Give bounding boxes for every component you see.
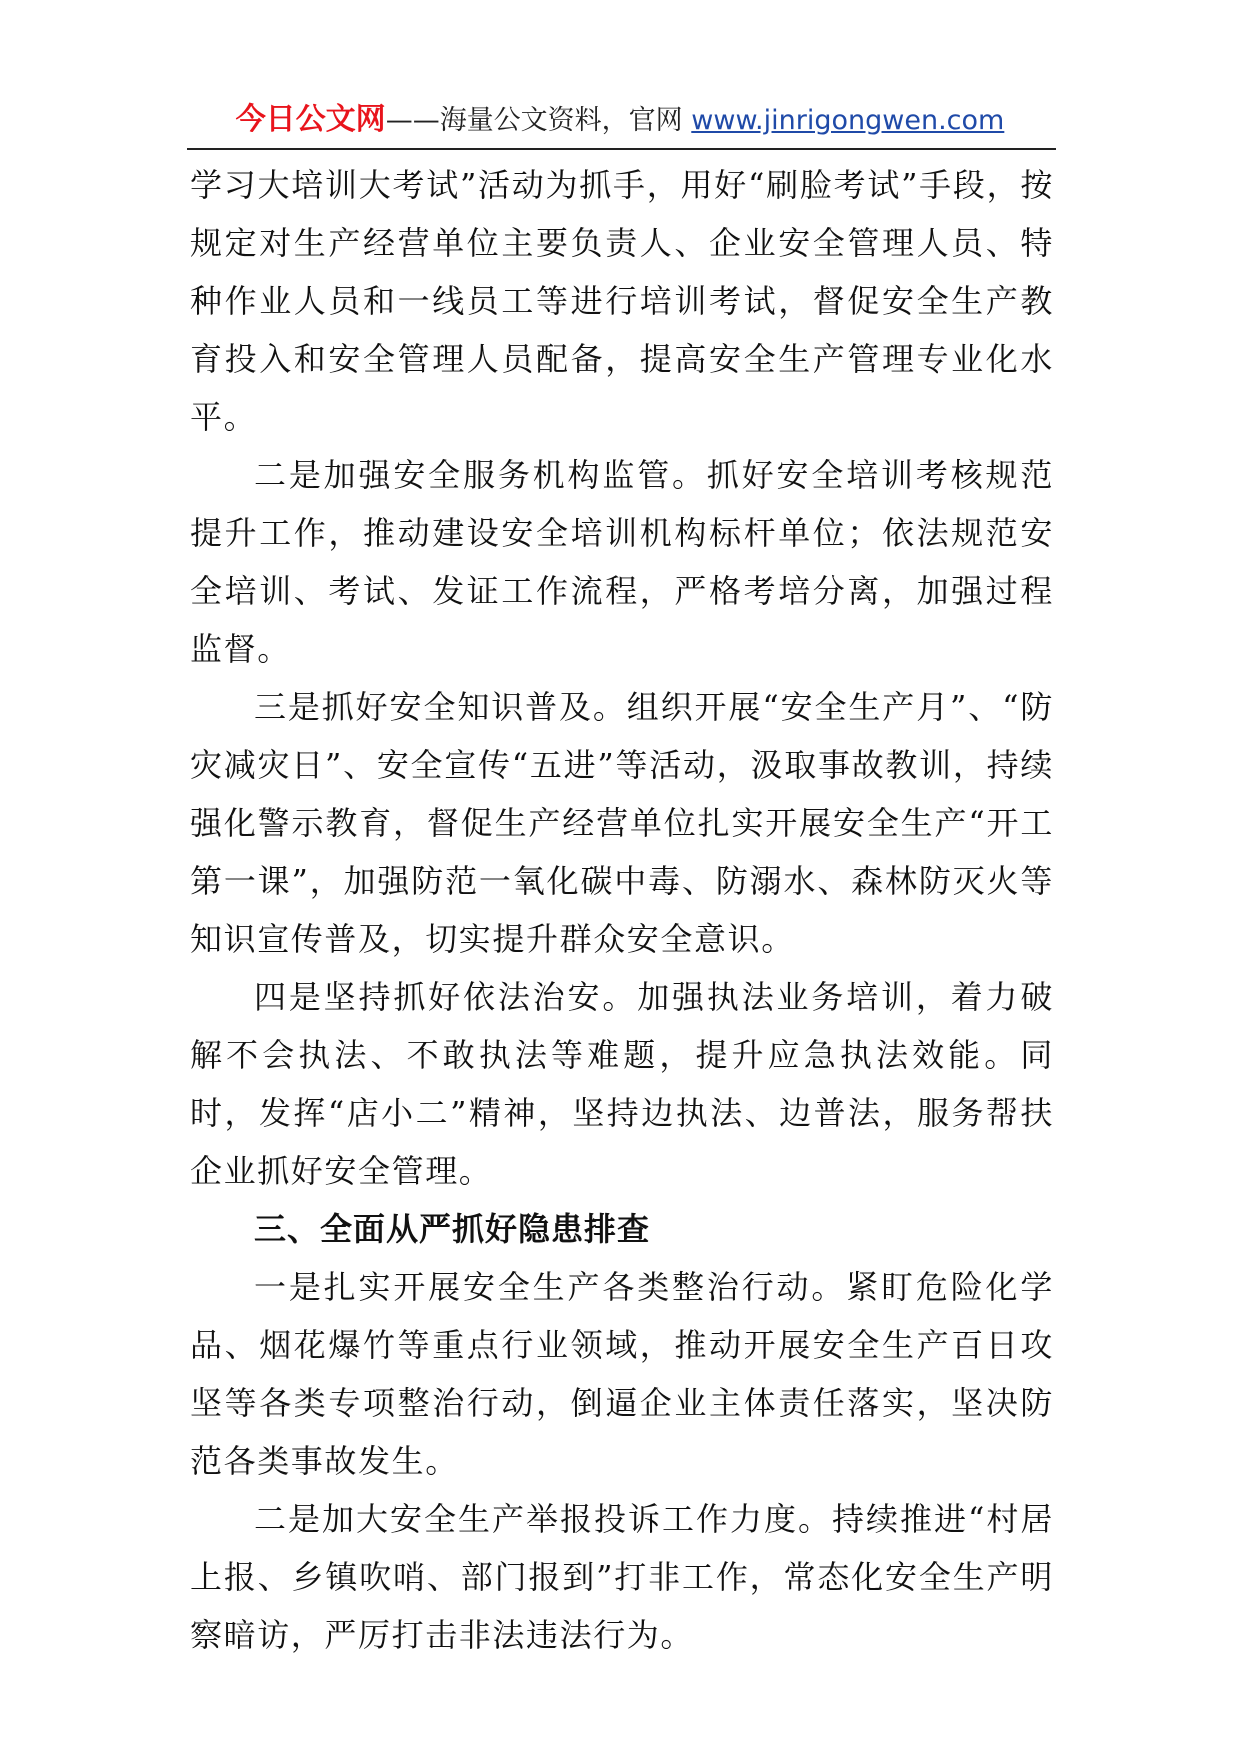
header-tagline: 海量公文资料，官网	[439, 105, 692, 136]
paragraph-rectification-actions: 一是扎实开展安全生产各类整治行动。紧盯危险化学品、烟花爆竹等重点行业领域，推动开展安全生产百日攻坚等各类专项整治行动，倒逼企业主体责任落实，坚决防范各类事故发生。	[190, 1268, 1054, 1480]
site-brand: 今日公文网	[235, 102, 386, 137]
paragraph-reporting-complaints: 二是加大安全生产举报投诉工作力度。持续推进“村居上报、乡镇吹哨、部门报到”打非工作，常态化安全生产明察暗访，严厉打击非法违法行为。	[190, 1500, 1054, 1654]
site-url-link[interactable]: www.jinrigongwen.com	[691, 105, 1005, 136]
page-header	[0, 100, 1240, 141]
paragraph-continuation: 学习大培训大考试”活动为抓手，用好“刷脸考试”手段，按规定对生产经营单位主要负责人、企业安全管理人员、特种作业人员和一线员工等进行培训考试，督促安全生产教育投入和安全管理人员配备，提高安全生产管理专业化水平。	[190, 166, 1054, 436]
document-body	[190, 156, 1054, 1664]
section-heading-hazard-inspection: 三、全面从严抓好隐患排查	[254, 1210, 651, 1248]
paragraph-law-enforcement: 四是坚持抓好依法治安。加强执法业务培训，着力破解不会执法、不敢执法等难题，提升应急执法效能。同时，发挥“店小二”精神，坚持边执法、边普法，服务帮扶企业抓好安全管理。	[190, 978, 1054, 1190]
paragraph-knowledge-popularization: 三是抓好安全知识普及。组织开展“安全生产月”、“防灾减灾日”、安全宣传“五进”等活动，汲取事故教训，持续强化警示教育，督促生产经营单位扎实开展安全生产“开工第一课”，加强防范一氧化碳中毒、防溺水、森林防灭火等知识宣传普及，切实提升群众安全意识。	[190, 688, 1054, 958]
header-divider	[187, 148, 1056, 150]
header-separator: ——	[385, 105, 440, 136]
paragraph-service-supervision: 二是加强安全服务机构监管。抓好安全培训考核规范提升工作，推动建设安全培训机构标杆单位；依法规范安全培训、考试、发证工作流程，严格考培分离，加强过程监督。	[190, 456, 1054, 668]
